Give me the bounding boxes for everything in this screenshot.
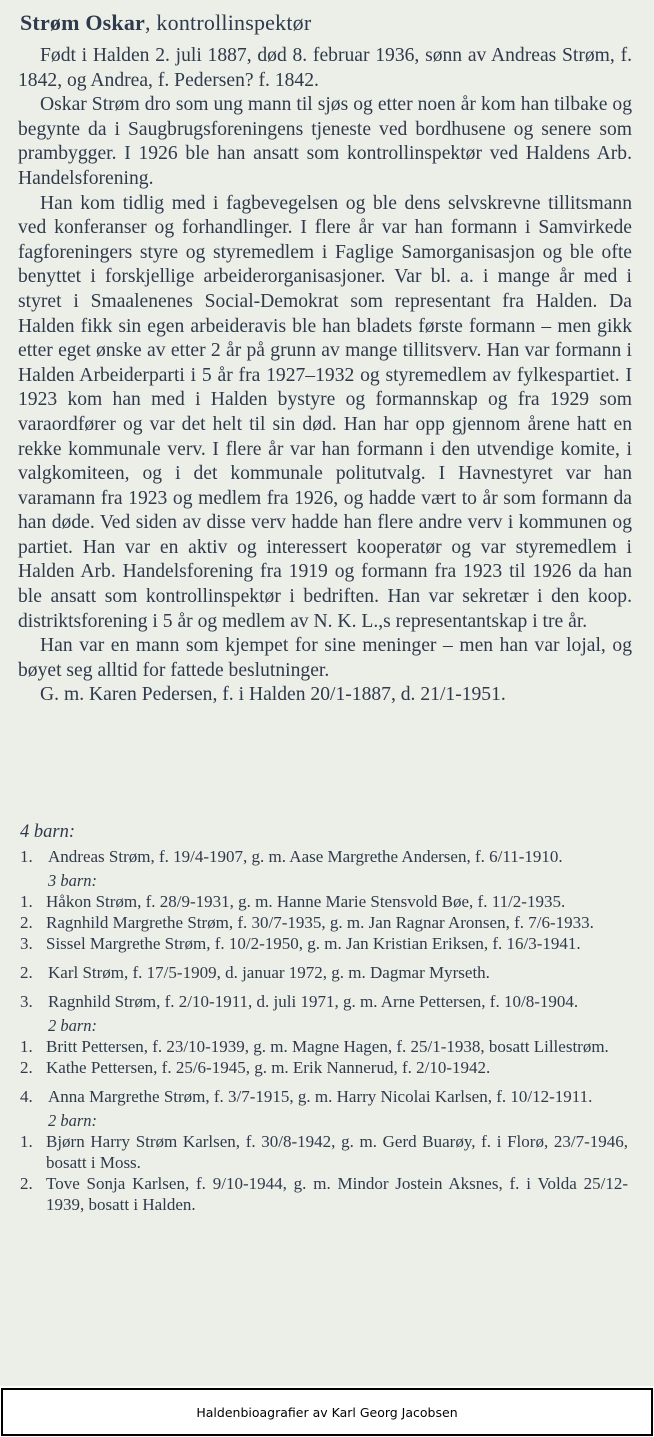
grandchild-row (20, 1131, 628, 1173)
children-count: 4 barn: (20, 822, 75, 842)
grandchild-number: 1. (20, 892, 33, 911)
child-number: 2. (20, 963, 33, 982)
child-number: 3. (20, 992, 33, 1011)
grandchild-text: Håkon Strøm, f. 28/9-1931, g. m. Hanne Marie Stensvold Bøe, f. 11/2-1935. (46, 892, 566, 911)
biography-text (18, 44, 632, 708)
grandchild-row (20, 1057, 628, 1078)
child-text: Andreas Strøm, f. 19/4-1907, g. m. Aase Margrethe Andersen, f. 6/11-1910. (48, 847, 563, 866)
child-row (20, 962, 628, 983)
child-number: 4. (20, 1087, 33, 1106)
child-number: 1. (20, 847, 33, 866)
grandchild-text: Britt Pettersen, f. 23/10-1939, g. m. Magne Hagen, f. 25/1-1938, bosatt Lillestrøm. (46, 1037, 609, 1056)
paragraph-career: Oskar Strøm dro som ung mann til sjøs og etter noen år kom han tilbake og begynte da i Saugbrugsforeningens tjeneste ved bordhusene og senere som prambygger. I 1926 ble han ansatt som kontrollinspektør ved Haldens Arb. Handelsforening. (18, 94, 632, 189)
biography-heading (20, 10, 311, 36)
grandchild-number: 1. (20, 1037, 33, 1056)
child-text: Ragnhild Strøm, f. 2/10-1911, d. juli 1971, g. m. Arne Pettersen, f. 10/8-1904. (48, 992, 579, 1011)
grandchild-number: 2. (20, 913, 33, 932)
child-row (20, 991, 628, 1012)
children-list (20, 846, 628, 1223)
grandchild-row (20, 912, 628, 933)
child-text: Anna Margrethe Strøm, f. 3/7-1915, g. m. Harry Nicolai Karlsen, f. 10/12-1911. (48, 1087, 593, 1106)
grandchildren-count: 2 barn: (48, 1016, 98, 1035)
footer-caption: Haldenbioagrafier av Karl Georg Jacobsen (1, 1388, 653, 1436)
paragraph-union-work: Han kom tidlig med i fagbevegelsen og ble dens selvskrevne tillitsmann ved konferanser og forhandlinger. I flere år var han formann i Samvirkede fagforeningers styre og styremedlem i Faglige Samorganisasjon og ble ofte benyttet i forskjellige arbeiderorganisasjoner. Var bl. a. i mange år med i styret i Smaalenenes Social-Demokrat som representant fra Halden. Da Halden fikk sin egen arbeideravis ble han bladets første formann – men gikk etter eget ønske av etter 2 år på grunn av mange tillitsverv. Han var formann i Halden Arbeiderparti i 5 år fra 1927–1932 og styremedlem av fylkespartiet. I 1923 kom han med i Halden bystyre og formannskap og fra 1929 som varaordfører og var det helt til sin død. Han har opp gjennom årene hatt en rekke kommunale verv. I flere år var han formann i den utvendige komite, i valgkomiteen, og i det kommunale politutvalg. I Havnestyret var han varamann fra 1923 og medlem fra 1926, og hadde vært to år som formann da han døde. Ved siden av disse verv hadde han flere andre verv i kommunen og partiet. Han var en aktiv og interessert kooperatør og var styremedlem i Halden Arb. Handelsforening fra 1919 og formann fra 1923 til 1926 da han ble ansatt som kontrollinspektør i bedriften. Han var sekretær i den koop. distriktsforening i 5 år og medlem av N. K. L.,s representantskap i tre år. (18, 192, 632, 632)
grandchild-text: Sissel Margrethe Strøm, f. 10/2-1950, g. m. Jan Kristian Eriksen, f. 16/3-1941. (46, 934, 581, 953)
paragraph-character: Han var en mann som kjempet for sine meninger – men han var lojal, og bøyet seg alltid for fattede beslutninger. (18, 635, 632, 681)
grandchild-text: Ragnhild Margrethe Strøm, f. 30/7-1935, g. m. Jan Ragnar Aronsen, f. 7/6-1933. (46, 913, 594, 932)
child-entry (20, 846, 628, 954)
child-row (20, 1086, 628, 1107)
grandchild-number: 2. (20, 1174, 33, 1193)
grandchild-text: Kathe Pettersen, f. 25/6-1945, g. m. Erik Nannerud, f. 2/10-1942. (46, 1058, 491, 1077)
grandchild-text: Bjørn Harry Strøm Karlsen, f. 30/8-1942, g. m. Gerd Buarøy, f. i Florø, 23/7-1946, bosatt i Moss. (46, 1132, 628, 1172)
grandchildren-count: 2 barn: (48, 1111, 98, 1130)
paragraph-marriage: G. m. Karen Pedersen, f. i Halden 20/1-1887, d. 21/1-1951. (40, 684, 506, 706)
person-title: , kontrollinspektør (145, 10, 312, 35)
child-entry (20, 1086, 628, 1215)
paragraph-birth: Født i Halden 2. juli 1887, død 8. februar 1936, sønn av Andreas Strøm, f. 1842, og Andrea, f. Pedersen? f. 1842. (18, 45, 632, 91)
grandchild-number: 1. (20, 1132, 33, 1151)
child-text: Karl Strøm, f. 17/5-1909, d. januar 1972, g. m. Dagmar Myrseth. (48, 963, 490, 982)
grandchild-row (20, 891, 628, 912)
grandchild-text: Tove Sonja Karlsen, f. 9/10-1944, g. m. Mindor Jostein Aksnes, f. i Volda 25/12-1939, bosatt i Halden. (46, 1174, 628, 1214)
grandchild-row (20, 1036, 628, 1057)
child-entry (20, 991, 628, 1078)
child-row (20, 846, 628, 867)
grandchild-row (20, 1173, 628, 1215)
grandchild-row (20, 933, 628, 954)
child-entry (20, 962, 628, 983)
grandchild-number: 3. (20, 934, 33, 953)
person-name: Strøm Oskar (20, 10, 146, 35)
grandchildren-count: 3 barn: (48, 871, 98, 890)
grandchild-number: 2. (20, 1058, 33, 1077)
